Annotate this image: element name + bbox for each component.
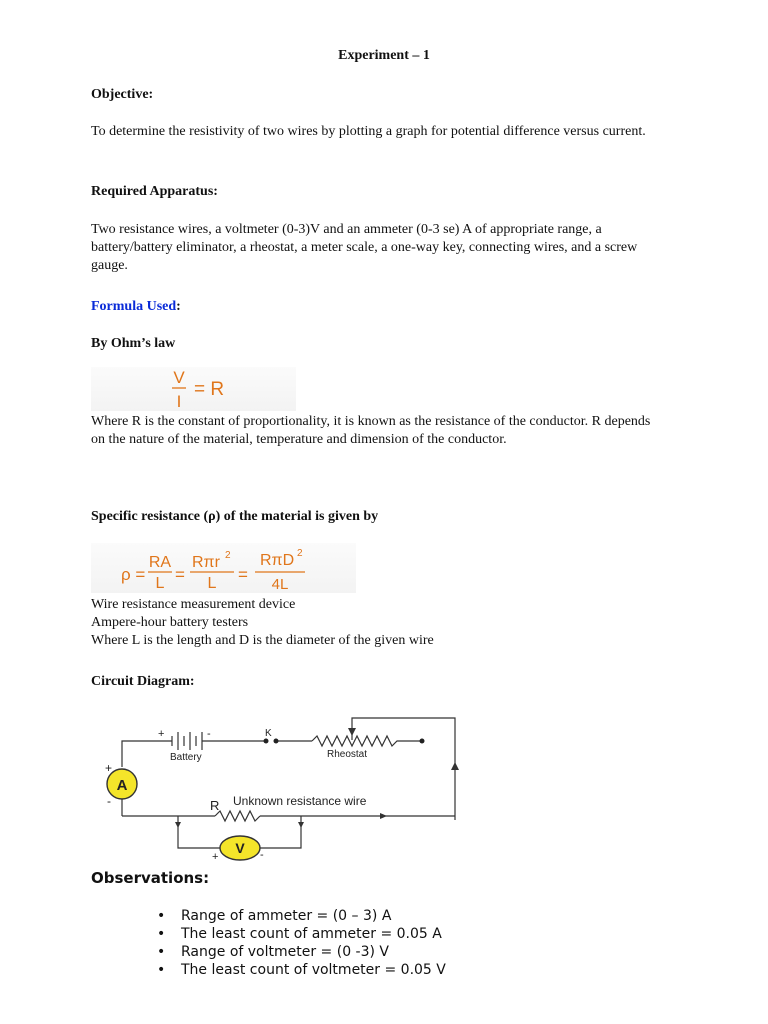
list-item: • The least count of voltmeter = 0.05 V: [157, 961, 446, 979]
objective-text: To determine the resistivity of two wires by plotting a graph for potential difference versus current.: [91, 124, 646, 139]
rheostat-slider-wire: [352, 718, 455, 820]
current-arrow-right: [451, 762, 459, 770]
rho-f3-superscript: 2: [297, 548, 303, 559]
circuit-diagram-svg: [90, 712, 470, 872]
page-title: Experiment – 1: [338, 48, 430, 63]
ohms-eq-rhs: = R: [194, 379, 225, 400]
rho-symbol: ρ =: [121, 565, 146, 584]
circuit-heading: Circuit Diagram:: [91, 674, 195, 689]
key-contact-left: [264, 739, 269, 744]
voltmeter-plus: +: [212, 851, 219, 863]
list-item: • Range of ammeter = (0 – 3) A: [157, 907, 446, 925]
unknown-wire-label: Unknown resistance wire: [233, 794, 367, 808]
resistivity-equation-svg: [91, 543, 356, 593]
rho-f3-denominator: 4L: [271, 576, 289, 593]
voltmeter-wire-right: [260, 816, 301, 848]
unknown-resistance-zigzag: [215, 811, 260, 821]
apparatus-text: Two resistance wires, a voltmeter (0-3)V and an ammeter (0-3 se) A of appropriate range, a battery/battery eliminator, a rheostat, a meter scale, a one-way key, connecting wires, and a screw gauge.: [91, 222, 638, 273]
ohms-eq-denominator: I: [176, 392, 182, 411]
specific-resistance-heading: Specific resistance (ρ) of the material is given by: [91, 509, 379, 524]
list-item: • The least count of ammeter = 0.05 A: [157, 925, 446, 943]
wire-top-left: [122, 741, 172, 767]
rheostat-slider-arrow: [348, 728, 356, 736]
formula-notes: [91, 596, 651, 650]
battery-plus: +: [158, 728, 165, 740]
battery-minus: -: [207, 728, 211, 740]
ohms-law-equation-svg: [91, 367, 296, 411]
current-arrow-bottom: [380, 813, 387, 819]
formula-heading: [91, 299, 181, 315]
rho-eq1: =: [175, 565, 185, 584]
list-item: • Range of voltmeter = (0 -3) V: [157, 943, 446, 961]
current-arrow-voltmeter-right: [298, 822, 304, 828]
rho-f1-denominator: L: [155, 575, 165, 592]
voltmeter-minus: -: [260, 849, 264, 861]
rho-f2-numerator: Rπr: [192, 554, 220, 571]
note-line-1: Wire resistance measurement device: [91, 597, 296, 612]
observations-heading: Observations:: [91, 869, 210, 887]
ohms-law-text: Where R is the constant of proportionality, it is known as the resistance of the conductor. R depends on the nature of the material, temperature and dimension of the conductor.: [91, 414, 651, 447]
key-contact-right: [274, 739, 279, 744]
apparatus-heading: Required Apparatus:: [91, 184, 218, 199]
objective-heading: Objective:: [91, 87, 154, 102]
formula-heading-label: Formula Used: [91, 299, 177, 314]
current-arrow-voltmeter: [175, 822, 181, 828]
resistivity-equation: [91, 543, 356, 593]
voltmeter-label: V: [235, 840, 245, 856]
r-label: R: [210, 798, 220, 813]
formula-heading-colon: :: [176, 299, 181, 314]
circuit-diagram: [90, 712, 470, 872]
rheostat-label: Rheostat: [327, 749, 368, 760]
observations-list: [157, 907, 446, 979]
note-line-3: Where L is the length and D is the diameter of the given wire: [91, 633, 434, 648]
ohms-eq-numerator: V: [173, 368, 185, 387]
rheostat-terminal: [420, 739, 425, 744]
rho-f3-numerator: RπD: [260, 552, 295, 569]
key-label: K: [265, 728, 272, 739]
note-line-2: Ampere-hour battery testers: [91, 615, 249, 630]
ohms-law-heading: By Ohm’s law: [91, 336, 176, 351]
rheostat-coil: [312, 736, 422, 746]
rho-f2-superscript: 2: [225, 550, 231, 561]
battery-label: Battery: [170, 752, 202, 763]
ammeter-plus: +: [105, 761, 113, 775]
rho-f1-numerator: RA: [148, 554, 172, 571]
ohms-law-equation: [91, 367, 296, 411]
ammeter-label: A: [116, 777, 128, 794]
ammeter-minus: -: [107, 794, 111, 808]
rho-eq2: =: [238, 565, 248, 584]
rho-f2-denominator: L: [207, 575, 217, 592]
voltmeter-wire-left: [178, 816, 220, 848]
